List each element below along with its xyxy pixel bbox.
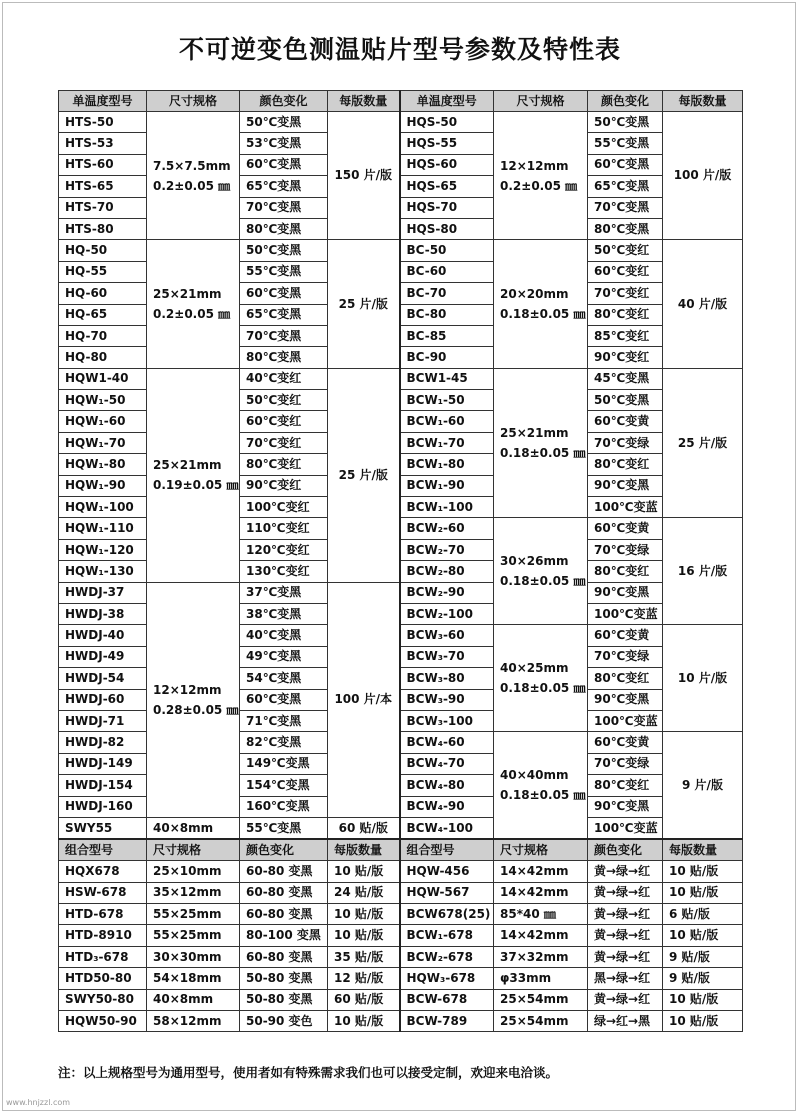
quantity-cell: 25 片/版 <box>328 240 400 368</box>
combo-row <box>59 861 743 882</box>
model-cell: HQS-55 <box>400 133 494 154</box>
color-change-cell: 90℃变黑 <box>588 582 663 603</box>
table-row <box>59 817 743 839</box>
size-line: 40×40mm <box>500 768 569 783</box>
model-cell: HQW₁-60 <box>59 411 147 432</box>
color-change-cell: 80℃变黑 <box>588 218 663 239</box>
header-cell: 组合型号 <box>59 839 147 861</box>
color-change-cell: 90℃变黑 <box>588 475 663 496</box>
color-change-cell: 80℃变红 <box>588 561 663 582</box>
model-cell: HWDJ-160 <box>59 796 147 817</box>
model-cell: HQW₁-70 <box>59 432 147 453</box>
color-change-cell: 100℃变红 <box>240 497 328 518</box>
model-cell: HQS-80 <box>400 218 494 239</box>
color-change-cell: 38℃变黑 <box>240 603 328 624</box>
quantity-cell: 10 片/版 <box>663 625 743 732</box>
color-change-cell: 100℃变蓝 <box>588 817 663 839</box>
model-cell: BCW₁-100 <box>400 497 494 518</box>
color-change-cell: 80℃变黑 <box>240 347 328 368</box>
combo-cell: 80-100 变黑 <box>240 925 328 946</box>
color-change-cell: 60℃变红 <box>588 261 663 282</box>
model-cell: HTS-65 <box>59 176 147 197</box>
quantity-cell: 150 片/版 <box>328 112 400 240</box>
combo-cell: 黄→绿→红 <box>588 882 663 903</box>
header-cell: 每版数量 <box>328 839 400 861</box>
model-cell: HQS-65 <box>400 176 494 197</box>
model-cell: HQ-70 <box>59 325 147 346</box>
combo-row <box>59 925 743 946</box>
size-cell <box>494 518 588 625</box>
color-change-cell: 100℃变蓝 <box>588 603 663 624</box>
model-cell: BCW₁-90 <box>400 475 494 496</box>
size-cell <box>494 625 588 732</box>
model-cell: HQW₁-120 <box>59 539 147 560</box>
model-cell: HTS-53 <box>59 133 147 154</box>
combo-cell: φ33mm <box>494 968 588 989</box>
page-title: 不可逆变色测温贴片型号参数及特性表 <box>178 35 621 64</box>
quantity-cell: 40 片/版 <box>663 240 743 368</box>
combo-cell: 50-80 变黑 <box>240 989 328 1010</box>
color-change-cell: 70℃变绿 <box>588 646 663 667</box>
combo-cell: 30×30mm <box>147 946 240 967</box>
combo-cell: 绿→红→黑 <box>588 1011 663 1032</box>
color-change-cell: 85℃变红 <box>588 325 663 346</box>
model-cell: HWDJ-49 <box>59 646 147 667</box>
size-cell <box>494 368 588 518</box>
combo-cell: HTD-8910 <box>59 925 147 946</box>
model-cell: BCW₃-60 <box>400 625 494 646</box>
model-cell: BCW₂-100 <box>400 603 494 624</box>
color-change-cell: 54℃变黑 <box>240 668 328 689</box>
combo-cell: BCW₁-678 <box>400 925 494 946</box>
size-line: 0.18±0.05 ㎜ <box>500 446 586 461</box>
size-cell <box>494 240 588 368</box>
model-cell: HQS-50 <box>400 112 494 133</box>
quantity-cell: 100 片/版 <box>663 112 743 240</box>
combo-cell: 60 贴/版 <box>328 989 400 1010</box>
size-line: 0.18±0.05 ㎜ <box>500 574 586 589</box>
table-row <box>59 368 743 389</box>
color-change-cell: 80℃变红 <box>588 668 663 689</box>
size-line: 0.19±0.05 ㎜ <box>153 478 239 493</box>
combo-row <box>59 946 743 967</box>
color-change-cell: 110℃变红 <box>240 518 328 539</box>
combo-cell: 60-80 变黑 <box>240 946 328 967</box>
model-cell: SWY55 <box>59 817 147 839</box>
combo-cell: 10 贴/版 <box>663 1011 743 1032</box>
model-cell: BCW₄-90 <box>400 796 494 817</box>
color-change-cell: 82℃变黑 <box>240 732 328 753</box>
size-cell <box>147 112 240 240</box>
model-cell: BCW₄-60 <box>400 732 494 753</box>
combo-cell: 黄→绿→红 <box>588 861 663 882</box>
combo-cell: 9 贴/版 <box>663 946 743 967</box>
header-cell: 颜色变化 <box>588 839 663 861</box>
table-row <box>59 582 743 603</box>
header-cell: 单温度型号 <box>400 91 494 112</box>
header-cell: 单温度型号 <box>59 91 147 112</box>
combo-cell: 黄→绿→红 <box>588 904 663 925</box>
table-row <box>59 240 743 261</box>
color-change-cell: 50℃变红 <box>588 240 663 261</box>
color-change-cell: 70℃变黑 <box>240 325 328 346</box>
combo-cell: 60-80 变黑 <box>240 882 328 903</box>
combo-row <box>59 968 743 989</box>
model-cell: HQW₁-80 <box>59 454 147 475</box>
color-change-cell: 50℃变黑 <box>588 390 663 411</box>
combo-cell: 55×25mm <box>147 925 240 946</box>
size-line: 40×25mm <box>500 661 569 676</box>
model-cell: HWDJ-154 <box>59 775 147 796</box>
model-cell: BC-70 <box>400 283 494 304</box>
model-cell: HWDJ-54 <box>59 668 147 689</box>
combo-cell: 50-80 变黑 <box>240 968 328 989</box>
combo-cell: 25×54mm <box>494 989 588 1010</box>
size-line: 0.2±0.05 ㎜ <box>153 307 231 322</box>
size-line: 20×20mm <box>500 287 569 302</box>
color-change-cell: 50℃变黑 <box>588 112 663 133</box>
color-change-cell: 60℃变黄 <box>588 518 663 539</box>
combo-cell: 12 贴/版 <box>328 968 400 989</box>
color-change-cell: 60℃变黑 <box>240 154 328 175</box>
color-change-cell: 37℃变黑 <box>240 582 328 603</box>
model-cell: BCW₂-70 <box>400 539 494 560</box>
combo-cell: 10 贴/版 <box>663 925 743 946</box>
color-change-cell: 49℃变黑 <box>240 646 328 667</box>
combo-cell: HQW-567 <box>400 882 494 903</box>
size-line: 40×8mm <box>153 821 214 836</box>
header-cell: 尺寸规格 <box>494 839 588 861</box>
combo-cell: 6 贴/版 <box>663 904 743 925</box>
color-change-cell: 100℃变蓝 <box>588 710 663 731</box>
color-change-cell: 90℃变黑 <box>588 796 663 817</box>
model-cell: BCW₃-80 <box>400 668 494 689</box>
color-change-cell: 50℃变红 <box>240 390 328 411</box>
quantity-cell: 100 片/本 <box>328 582 400 817</box>
combo-cell: 10 贴/版 <box>663 861 743 882</box>
combo-cell: 黄→绿→红 <box>588 925 663 946</box>
model-cell: HQW₁-50 <box>59 390 147 411</box>
model-cell: HTS-60 <box>59 154 147 175</box>
model-cell: HWDJ-38 <box>59 603 147 624</box>
combo-cell: 58×12mm <box>147 1011 240 1032</box>
quantity-cell: 9 片/版 <box>663 732 743 839</box>
model-cell: HQW₁-100 <box>59 497 147 518</box>
model-cell: BCW₁-60 <box>400 411 494 432</box>
header-row <box>59 91 743 112</box>
color-change-cell: 80℃变黑 <box>240 218 328 239</box>
combo-cell: 14×42mm <box>494 882 588 903</box>
header-cell: 颜色变化 <box>240 839 328 861</box>
combo-cell: 10 贴/版 <box>328 1011 400 1032</box>
color-change-cell: 60℃变红 <box>240 411 328 432</box>
size-line: 12×12mm <box>500 158 569 173</box>
size-cell <box>494 112 588 240</box>
color-change-cell: 55℃变黑 <box>240 817 328 839</box>
model-cell: BC-90 <box>400 347 494 368</box>
combo-cell: 25×10mm <box>147 861 240 882</box>
combo-cell: 54×18mm <box>147 968 240 989</box>
model-cell: HWDJ-149 <box>59 753 147 774</box>
combo-cell: 黄→绿→红 <box>588 946 663 967</box>
size-line: 25×21mm <box>153 458 222 473</box>
size-line: 0.2±0.05 ㎜ <box>153 178 231 193</box>
color-change-cell: 90℃变红 <box>240 475 328 496</box>
color-change-cell: 50℃变黑 <box>240 112 328 133</box>
size-cell <box>494 732 588 839</box>
combo-cell: 10 贴/版 <box>663 882 743 903</box>
color-change-cell: 71℃变黑 <box>240 710 328 731</box>
combo-cell: HQW-456 <box>400 861 494 882</box>
model-cell: BCW₂-80 <box>400 561 494 582</box>
model-cell: HQS-70 <box>400 197 494 218</box>
size-line: 25×21mm <box>500 426 569 441</box>
size-line: 0.18±0.05 ㎜ <box>500 681 586 696</box>
model-cell: BCW₁-50 <box>400 390 494 411</box>
spec-table <box>58 90 743 1032</box>
model-cell: BCW₂-60 <box>400 518 494 539</box>
size-line: 7.5×7.5mm <box>153 158 231 173</box>
combo-cell: HTD-678 <box>59 904 147 925</box>
model-cell: BCW₃-70 <box>400 646 494 667</box>
color-change-cell: 53℃变黑 <box>240 133 328 154</box>
model-cell: HWDJ-71 <box>59 710 147 731</box>
model-cell: HQ-65 <box>59 304 147 325</box>
model-cell: BCW₄-80 <box>400 775 494 796</box>
header-cell: 每版数量 <box>663 91 743 112</box>
model-cell: BCW1-45 <box>400 368 494 389</box>
color-change-cell: 55℃变黑 <box>240 261 328 282</box>
combo-cell: 10 贴/版 <box>328 925 400 946</box>
color-change-cell: 40℃变黑 <box>240 625 328 646</box>
color-change-cell: 130℃变红 <box>240 561 328 582</box>
combo-cell: 40×8mm <box>147 989 240 1010</box>
size-line: 25×21mm <box>153 287 222 302</box>
combo-row <box>59 1011 743 1032</box>
combo-cell: HQW₃-678 <box>400 968 494 989</box>
combo-cell: HSW-678 <box>59 882 147 903</box>
model-cell: BCW₁-80 <box>400 454 494 475</box>
color-change-cell: 60℃变黄 <box>588 411 663 432</box>
color-change-cell: 60℃变黄 <box>588 625 663 646</box>
header-cell: 尺寸规格 <box>147 839 240 861</box>
quantity-cell: 25 片/版 <box>328 368 400 582</box>
model-cell: BC-80 <box>400 304 494 325</box>
combo-cell: 黄→绿→红 <box>588 989 663 1010</box>
combo-cell: 24 贴/版 <box>328 882 400 903</box>
combo-cell: 9 贴/版 <box>663 968 743 989</box>
model-cell: HTS-80 <box>59 218 147 239</box>
model-cell: HWDJ-37 <box>59 582 147 603</box>
model-cell: HQ-60 <box>59 283 147 304</box>
color-change-cell: 55℃变黑 <box>588 133 663 154</box>
combo-cell: 10 贴/版 <box>328 904 400 925</box>
quantity-cell: 16 片/版 <box>663 518 743 625</box>
model-cell: HWDJ-40 <box>59 625 147 646</box>
header-cell: 尺寸规格 <box>494 91 588 112</box>
size-cell <box>147 368 240 582</box>
size-line: 0.18±0.05 ㎜ <box>500 788 586 803</box>
model-cell: BC-85 <box>400 325 494 346</box>
header-cell: 组合型号 <box>400 839 494 861</box>
combo-cell: BCW₂-678 <box>400 946 494 967</box>
size-line: 0.18±0.05 ㎜ <box>500 307 586 322</box>
color-change-cell: 70℃变红 <box>240 432 328 453</box>
model-cell: HTS-70 <box>59 197 147 218</box>
color-change-cell: 70℃变红 <box>588 283 663 304</box>
color-change-cell: 70℃变黑 <box>588 197 663 218</box>
combo-cell: 黑→绿→红 <box>588 968 663 989</box>
size-cell <box>147 240 240 368</box>
color-change-cell: 80℃变红 <box>240 454 328 475</box>
color-change-cell: 90℃变黑 <box>588 689 663 710</box>
quantity-cell: 60 贴/版 <box>328 817 400 839</box>
combo-cell: 85*40 ㎜ <box>494 904 588 925</box>
header-cell: 颜色变化 <box>588 91 663 112</box>
size-line: 0.28±0.05 ㎜ <box>153 702 239 717</box>
combo-cell: 35×12mm <box>147 882 240 903</box>
combo-cell: BCW-678 <box>400 989 494 1010</box>
size-line: 12×12mm <box>153 682 222 697</box>
header-cell: 每版数量 <box>663 839 743 861</box>
quantity-cell: 25 片/版 <box>663 368 743 518</box>
color-change-cell: 149℃变黑 <box>240 753 328 774</box>
combo-cell: SWY50-80 <box>59 989 147 1010</box>
combo-cell: 14×42mm <box>494 861 588 882</box>
table-row <box>59 112 743 133</box>
model-cell: BC-50 <box>400 240 494 261</box>
combo-cell: HTD₃-678 <box>59 946 147 967</box>
color-change-cell: 70℃变绿 <box>588 753 663 774</box>
combo-cell: 10 贴/版 <box>663 989 743 1010</box>
color-change-cell: 90℃变红 <box>588 347 663 368</box>
model-cell: HTS-50 <box>59 112 147 133</box>
combo-cell: 50-90 变色 <box>240 1011 328 1032</box>
combo-row <box>59 989 743 1010</box>
model-cell: HQS-60 <box>400 154 494 175</box>
combo-cell: HQX678 <box>59 861 147 882</box>
model-cell: HQW₁-110 <box>59 518 147 539</box>
header-cell: 尺寸规格 <box>147 91 240 112</box>
combo-cell: HQW50-90 <box>59 1011 147 1032</box>
combo-cell: 60-80 变黑 <box>240 904 328 925</box>
color-change-cell: 65℃变黑 <box>240 304 328 325</box>
size-cell <box>147 817 240 839</box>
combo-cell: 55×25mm <box>147 904 240 925</box>
color-change-cell: 45℃变黑 <box>588 368 663 389</box>
model-cell: BCW₄-70 <box>400 753 494 774</box>
color-change-cell: 40℃变红 <box>240 368 328 389</box>
model-cell: HQ-55 <box>59 261 147 282</box>
color-change-cell: 60℃变黑 <box>240 283 328 304</box>
size-line: 30×26mm <box>500 554 569 569</box>
color-change-cell: 120℃变红 <box>240 539 328 560</box>
color-change-cell: 65℃变黑 <box>588 176 663 197</box>
combo-cell: 10 贴/版 <box>328 861 400 882</box>
color-change-cell: 60℃变黑 <box>588 154 663 175</box>
combo-cell: 60-80 变黑 <box>240 861 328 882</box>
color-change-cell: 60℃变黑 <box>240 689 328 710</box>
header-cell: 颜色变化 <box>240 91 328 112</box>
color-change-cell: 70℃变绿 <box>588 432 663 453</box>
color-change-cell: 70℃变黑 <box>240 197 328 218</box>
combo-cell: 37×32mm <box>494 946 588 967</box>
combo-row <box>59 904 743 925</box>
combo-cell: 25×54mm <box>494 1011 588 1032</box>
size-line: 0.2±0.05 ㎜ <box>500 178 578 193</box>
combo-cell: BCW-789 <box>400 1011 494 1032</box>
model-cell: BCW₃-90 <box>400 689 494 710</box>
model-cell: HQ-80 <box>59 347 147 368</box>
model-cell: HQ-50 <box>59 240 147 261</box>
size-cell <box>147 582 240 817</box>
color-change-cell: 154℃变黑 <box>240 775 328 796</box>
model-cell: HWDJ-60 <box>59 689 147 710</box>
watermark: www.hnjzzl.com <box>6 1098 71 1107</box>
model-cell: BCW₄-100 <box>400 817 494 839</box>
combo-header-row <box>59 839 743 861</box>
color-change-cell: 80℃变红 <box>588 454 663 475</box>
model-cell: HQW₁-130 <box>59 561 147 582</box>
model-cell: BCW₃-100 <box>400 710 494 731</box>
color-change-cell: 50℃变黑 <box>240 240 328 261</box>
combo-cell: HTD50-80 <box>59 968 147 989</box>
combo-cell: 35 贴/版 <box>328 946 400 967</box>
color-change-cell: 100℃变蓝 <box>588 497 663 518</box>
color-change-cell: 60℃变黄 <box>588 732 663 753</box>
color-change-cell: 80℃变红 <box>588 775 663 796</box>
model-cell: BCW₁-70 <box>400 432 494 453</box>
color-change-cell: 70℃变绿 <box>588 539 663 560</box>
footnote: 注：以上规格型号为通用型号，使用者如有特殊需求我们也可以接受定制，欢迎来电洽谈。 <box>58 1065 559 1080</box>
combo-cell: 14×42mm <box>494 925 588 946</box>
model-cell: HQW1-40 <box>59 368 147 389</box>
model-cell: HQW₁-90 <box>59 475 147 496</box>
color-change-cell: 80℃变红 <box>588 304 663 325</box>
model-cell: BCW₂-90 <box>400 582 494 603</box>
combo-cell: BCW678(25) <box>400 904 494 925</box>
color-change-cell: 65℃变黑 <box>240 176 328 197</box>
model-cell: HWDJ-82 <box>59 732 147 753</box>
model-cell: BC-60 <box>400 261 494 282</box>
color-change-cell: 160℃变黑 <box>240 796 328 817</box>
combo-row <box>59 882 743 903</box>
header-cell: 每版数量 <box>328 91 400 112</box>
